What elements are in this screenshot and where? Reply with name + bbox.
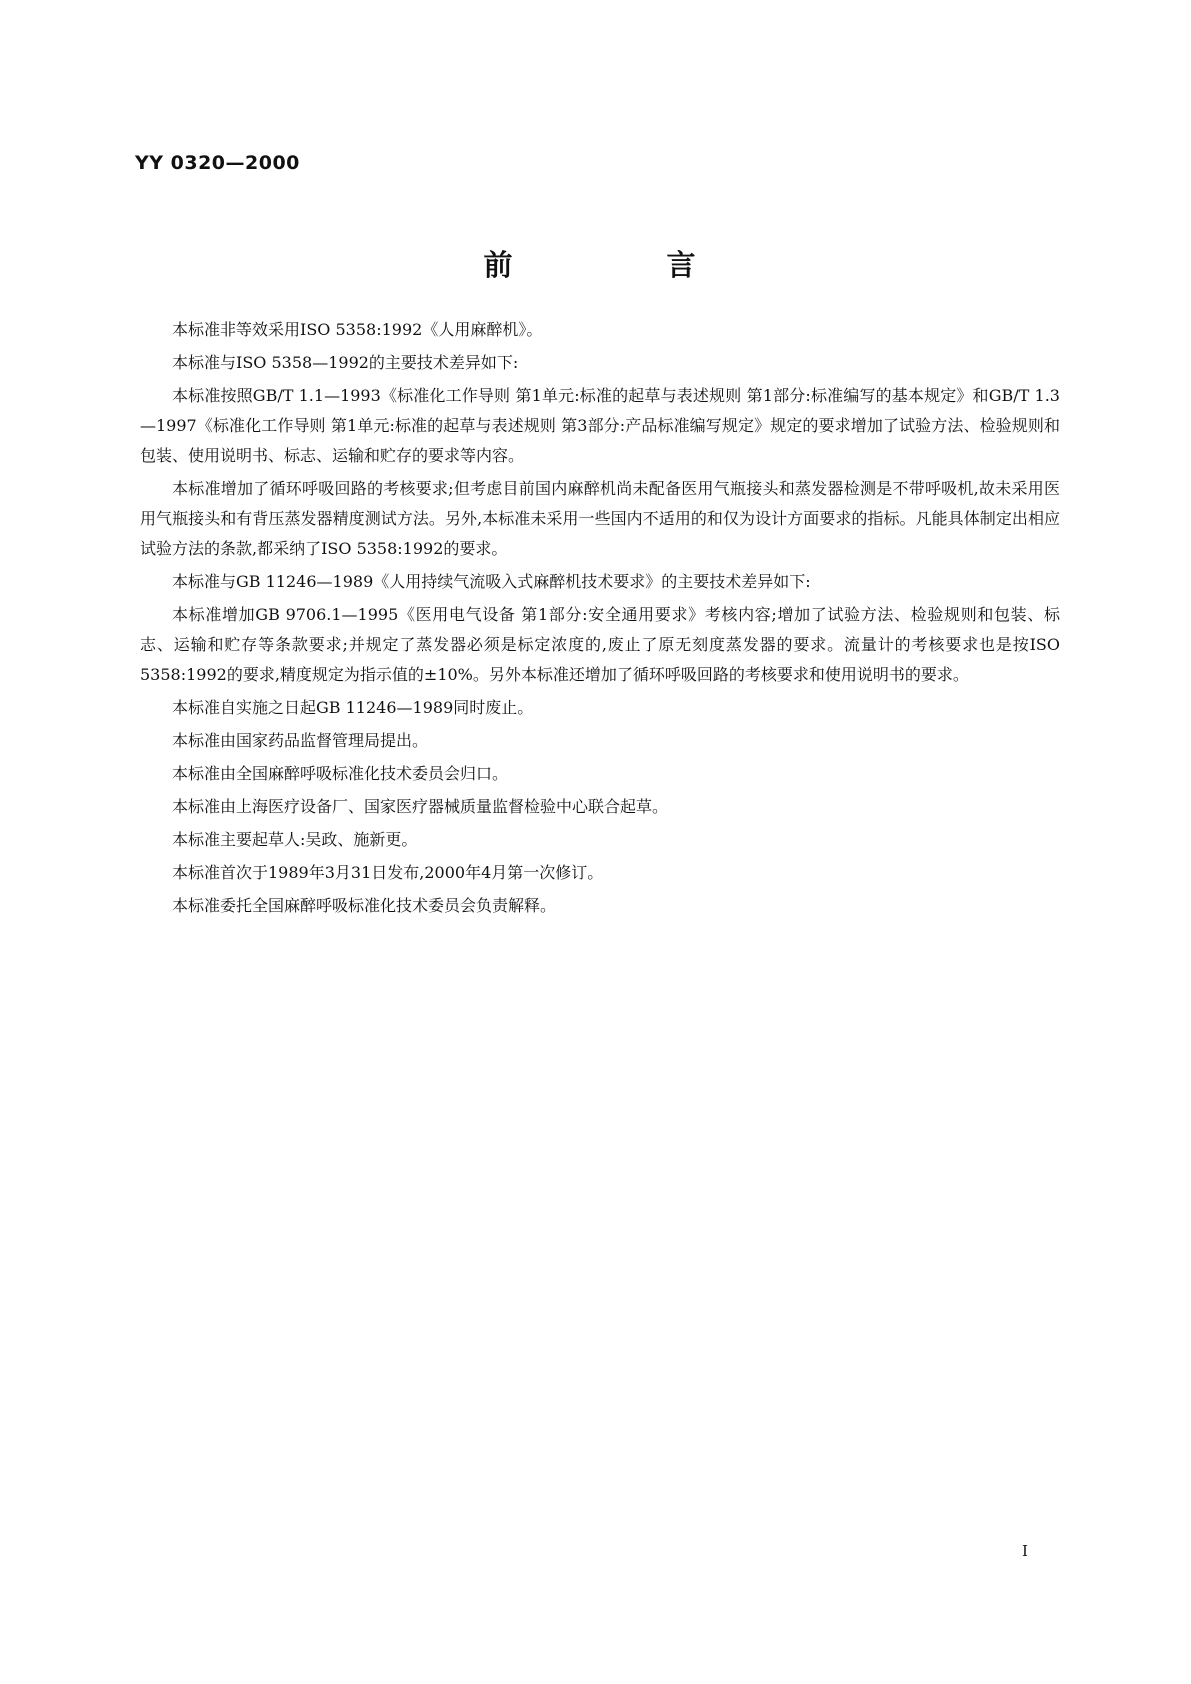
paragraph: 本标准由全国麻醉呼吸标准化技术委员会归口。 xyxy=(172,764,509,783)
paragraph: 本标准由国家药品监督管理局提出。 xyxy=(172,731,429,750)
paragraph: 本标准增加GB 9706.1—1995《医用电气设备 第1部分:安全通用要求》考核内容;增加了试验方法、检验规则和包装、标志、运输和贮存等条款要求;并规定了蒸发器必须是标定浓度的,废止了原无刻度蒸发器的要求。流量计的考核要求也是按ISO 5358:1992的要求,精度规定为指示值的±10%。另外本标准还增加了循环呼吸回路的考核要求和使用说明书的要求。 xyxy=(140,605,1060,684)
standard-code: YY 0320—2000 xyxy=(135,152,300,174)
paragraph: 本标准与ISO 5358—1992的主要技术差异如下: xyxy=(172,353,519,372)
paragraph: 本标准按照GB/T 1.1—1993《标准化工作导则 第1单元:标准的起草与表述规则 第1部分:标准编写的基本规定》和GB/T 1.3—1997《标准化工作导则 第1单元:标准的起草与表述规则 第3部分:产品标准编写规定》规定的要求增加了试验方法、检验规则和包装、使用说明书、标志、运输和贮存的要求等内容。 xyxy=(140,386,1060,465)
page-number: I xyxy=(1022,1542,1028,1560)
paragraph: 本标准非等效采用ISO 5358:1992《人用麻醉机》。 xyxy=(172,320,543,339)
paragraph: 本标准自实施之日起GB 11246—1989同时废止。 xyxy=(172,698,534,717)
paragraph: 本标准委托全国麻醉呼吸标准化技术委员会负责解释。 xyxy=(172,896,557,915)
paragraph: 本标准增加了循环呼吸回路的考核要求;但考虑目前国内麻醉机尚未配备医用气瓶接头和蒸发器检测是不带呼吸机,故未采用医用气瓶接头和有背压蒸发器精度测试方法。另外,本标准未采用一些国内不适用的和仅为设计方面要求的指标。凡能具体制定出相应试验方法的条款,都采纳了ISO 5358:1992的要求。 xyxy=(140,479,1060,558)
paragraph: 本标准主要起草人:吴政、施新更。 xyxy=(172,830,418,849)
paragraph: 本标准与GB 11246—1989《人用持续气流吸入式麻醉机技术要求》的主要技术差异如下: xyxy=(172,572,811,591)
foreword-body xyxy=(140,315,1060,924)
paragraph: 本标准由上海医疗设备厂、国家医疗器械质量监督检验中心联合起草。 xyxy=(172,797,669,816)
page-title: 前 言 xyxy=(483,248,768,282)
paragraph: 本标准首次于1989年3月31日发布,2000年4月第一次修订。 xyxy=(172,863,604,882)
